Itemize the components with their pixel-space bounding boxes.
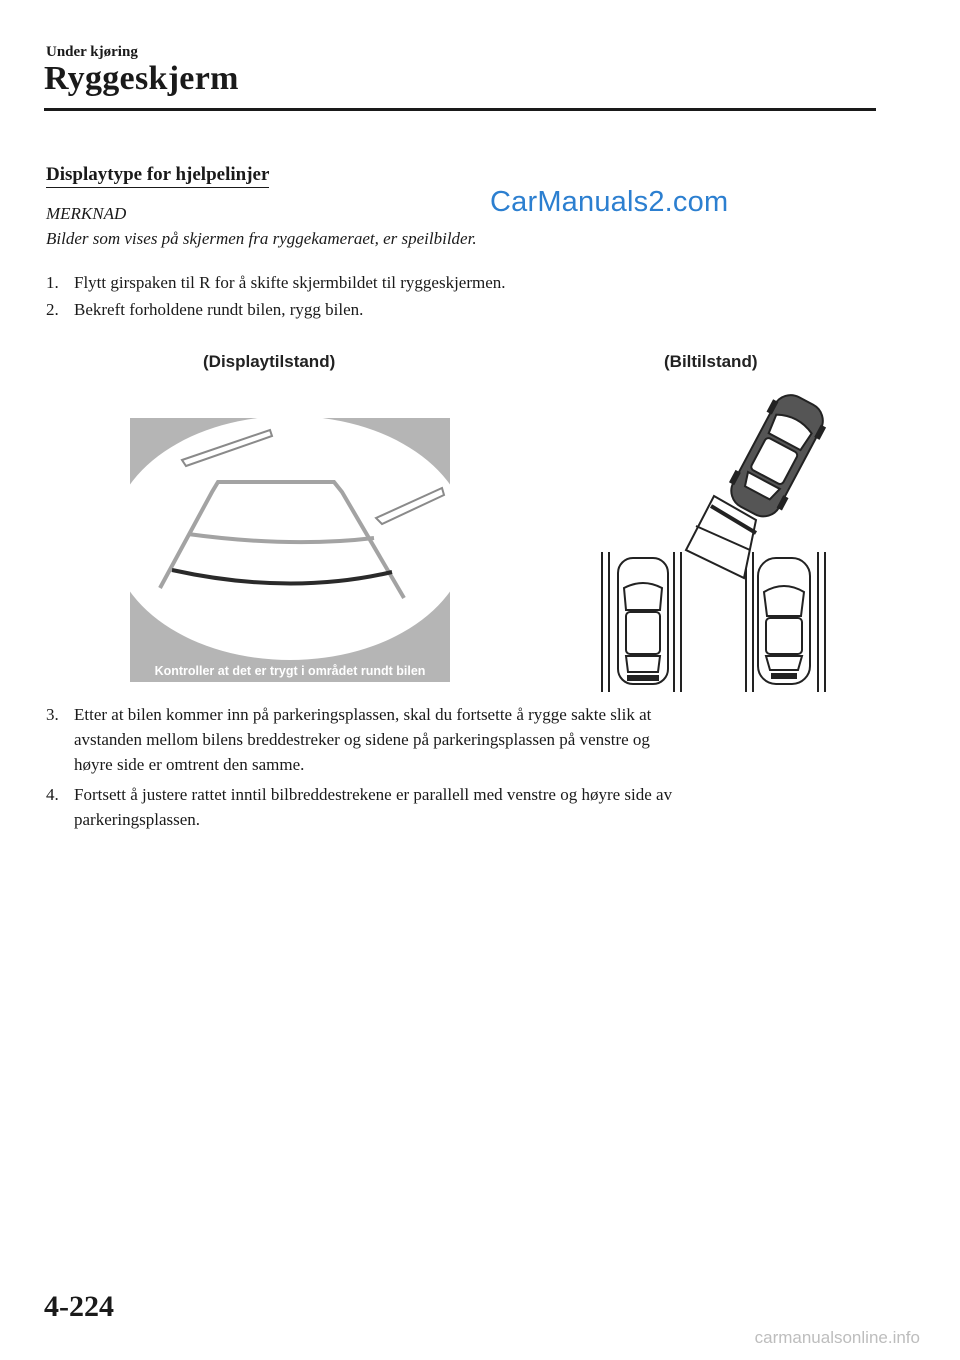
page-title: Ryggeskjerm: [44, 60, 239, 97]
title-divider: [44, 108, 876, 111]
step-text-line: avstanden mellom bilens breddestreker og sidene på parkeringsplassen på venstre og: [74, 730, 650, 749]
step-text-line: Etter at bilen kommer inn på parkeringsplassen, skal du fortsette å rygge sakte slik at: [74, 705, 652, 724]
camera-view-area: [130, 418, 450, 660]
reversing-car: [721, 388, 832, 525]
parking-scene-illustration: [596, 388, 836, 692]
step-number: 4.: [46, 785, 59, 804]
step-text: Bekreft forholdene rundt bilen, rygg bilen.: [74, 300, 364, 319]
note-heading: MERKNAD: [46, 204, 127, 223]
section-label: Under kjøring: [46, 44, 138, 60]
list-item: [46, 297, 886, 322]
note-text: Bilder som vises på skjermen fra ryggekameraet, er speilbilder.: [46, 229, 477, 248]
car-state-label: (Biltilstand): [664, 352, 758, 371]
rear-camera-display-illustration: [130, 418, 450, 682]
screen-caption: Kontroller at det er trygt i området rundt bilen: [154, 664, 426, 678]
step-number: 2.: [46, 300, 59, 319]
step-text-line: Fortsett å justere rattet inntil bilbreddestrekene er parallell med venstre og høyre side av: [74, 785, 673, 804]
footer-watermark: carmanualsonline.info: [754, 1328, 920, 1347]
step-text-line: parkeringsplassen.: [74, 810, 201, 829]
list-item: [46, 782, 906, 832]
parked-car-right: [758, 558, 810, 684]
step-number: 3.: [46, 705, 59, 724]
parked-car-left: [618, 558, 668, 684]
list-item: [46, 702, 906, 777]
display-state-label: (Displaytilstand): [203, 352, 336, 371]
step-text: Flytt girspaken til R for å skifte skjermbildet til ryggeskjermen.: [74, 273, 506, 292]
step-number: 1.: [46, 273, 59, 292]
list-item: [46, 270, 886, 295]
subsection-title: Displaytype for hjelpelinjer: [46, 164, 269, 188]
step-text-line: høyre side er omtrent den samme.: [74, 755, 305, 774]
watermark: CarManuals2.com: [490, 186, 729, 218]
page-number: 4-224: [44, 1290, 114, 1323]
